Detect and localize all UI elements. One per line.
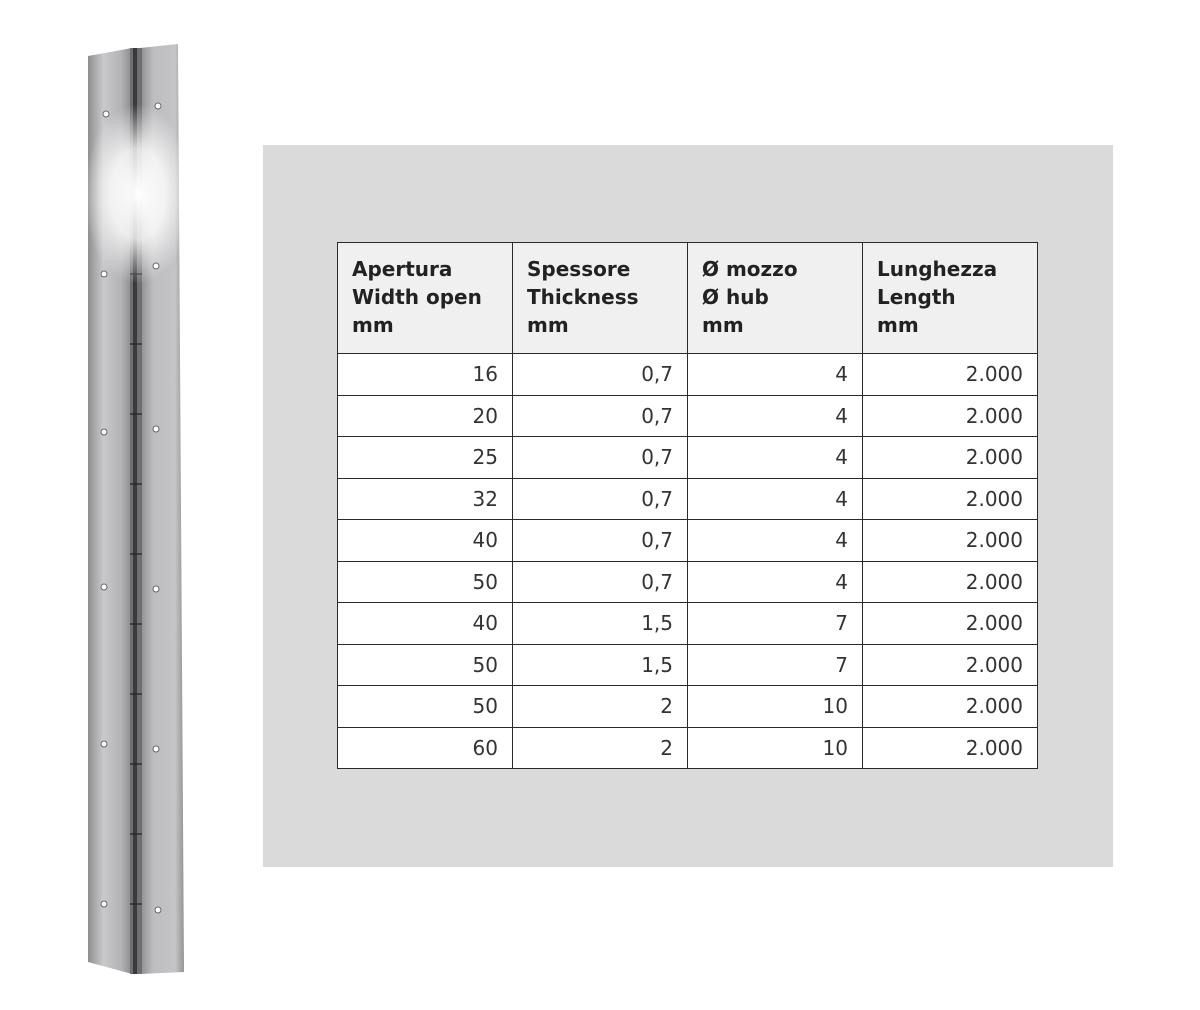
table-row [338, 727, 1038, 769]
header-hub: Ø mozzo Ø hub mm [688, 243, 863, 354]
cell-thickness: 1,5 [513, 644, 688, 686]
cell-width-open: 16 [338, 354, 513, 396]
cell-hub: 7 [688, 644, 863, 686]
cell-length: 2.000 [863, 644, 1038, 686]
cell-length: 2.000 [863, 437, 1038, 479]
cell-length: 2.000 [863, 395, 1038, 437]
cell-hub: 4 [688, 395, 863, 437]
cell-hub: 4 [688, 478, 863, 520]
cell-length: 2.000 [863, 354, 1038, 396]
table-row [338, 520, 1038, 562]
header-thickness: Spessore Thickness mm [513, 243, 688, 354]
table-header-row [338, 243, 1038, 354]
cell-hub: 4 [688, 561, 863, 603]
cell-length: 2.000 [863, 603, 1038, 645]
table-row [338, 478, 1038, 520]
table-row [338, 644, 1038, 686]
cell-thickness: 0,7 [513, 478, 688, 520]
cell-hub: 4 [688, 354, 863, 396]
table-row [338, 354, 1038, 396]
cell-thickness: 0,7 [513, 561, 688, 603]
cell-width-open: 25 [338, 437, 513, 479]
cell-width-open: 40 [338, 520, 513, 562]
cell-width-open: 20 [338, 395, 513, 437]
table-row [338, 437, 1038, 479]
cell-length: 2.000 [863, 561, 1038, 603]
cell-width-open: 40 [338, 603, 513, 645]
cell-hub: 7 [688, 603, 863, 645]
cell-length: 2.000 [863, 478, 1038, 520]
cell-width-open: 32 [338, 478, 513, 520]
spec-panel [263, 145, 1113, 867]
cell-length: 2.000 [863, 686, 1038, 728]
table-row [338, 561, 1038, 603]
cell-width-open: 50 [338, 644, 513, 686]
header-length: Lunghezza Length mm [863, 243, 1038, 354]
cell-thickness: 0,7 [513, 520, 688, 562]
cell-thickness: 2 [513, 686, 688, 728]
cell-thickness: 0,7 [513, 437, 688, 479]
cell-width-open: 50 [338, 686, 513, 728]
cell-hub: 10 [688, 686, 863, 728]
cell-width-open: 60 [338, 727, 513, 769]
cell-length: 2.000 [863, 520, 1038, 562]
cell-thickness: 0,7 [513, 354, 688, 396]
cell-thickness: 0,7 [513, 395, 688, 437]
cell-hub: 4 [688, 520, 863, 562]
cell-thickness: 1,5 [513, 603, 688, 645]
table-row [338, 395, 1038, 437]
table-row [338, 603, 1038, 645]
cell-hub: 4 [688, 437, 863, 479]
cell-hub: 10 [688, 727, 863, 769]
cell-width-open: 50 [338, 561, 513, 603]
cell-thickness: 2 [513, 727, 688, 769]
cell-length: 2.000 [863, 727, 1038, 769]
table-row [338, 686, 1038, 728]
header-width-open: Apertura Width open mm [338, 243, 513, 354]
piano-hinge-icon [86, 44, 186, 974]
spec-table [337, 242, 1038, 769]
